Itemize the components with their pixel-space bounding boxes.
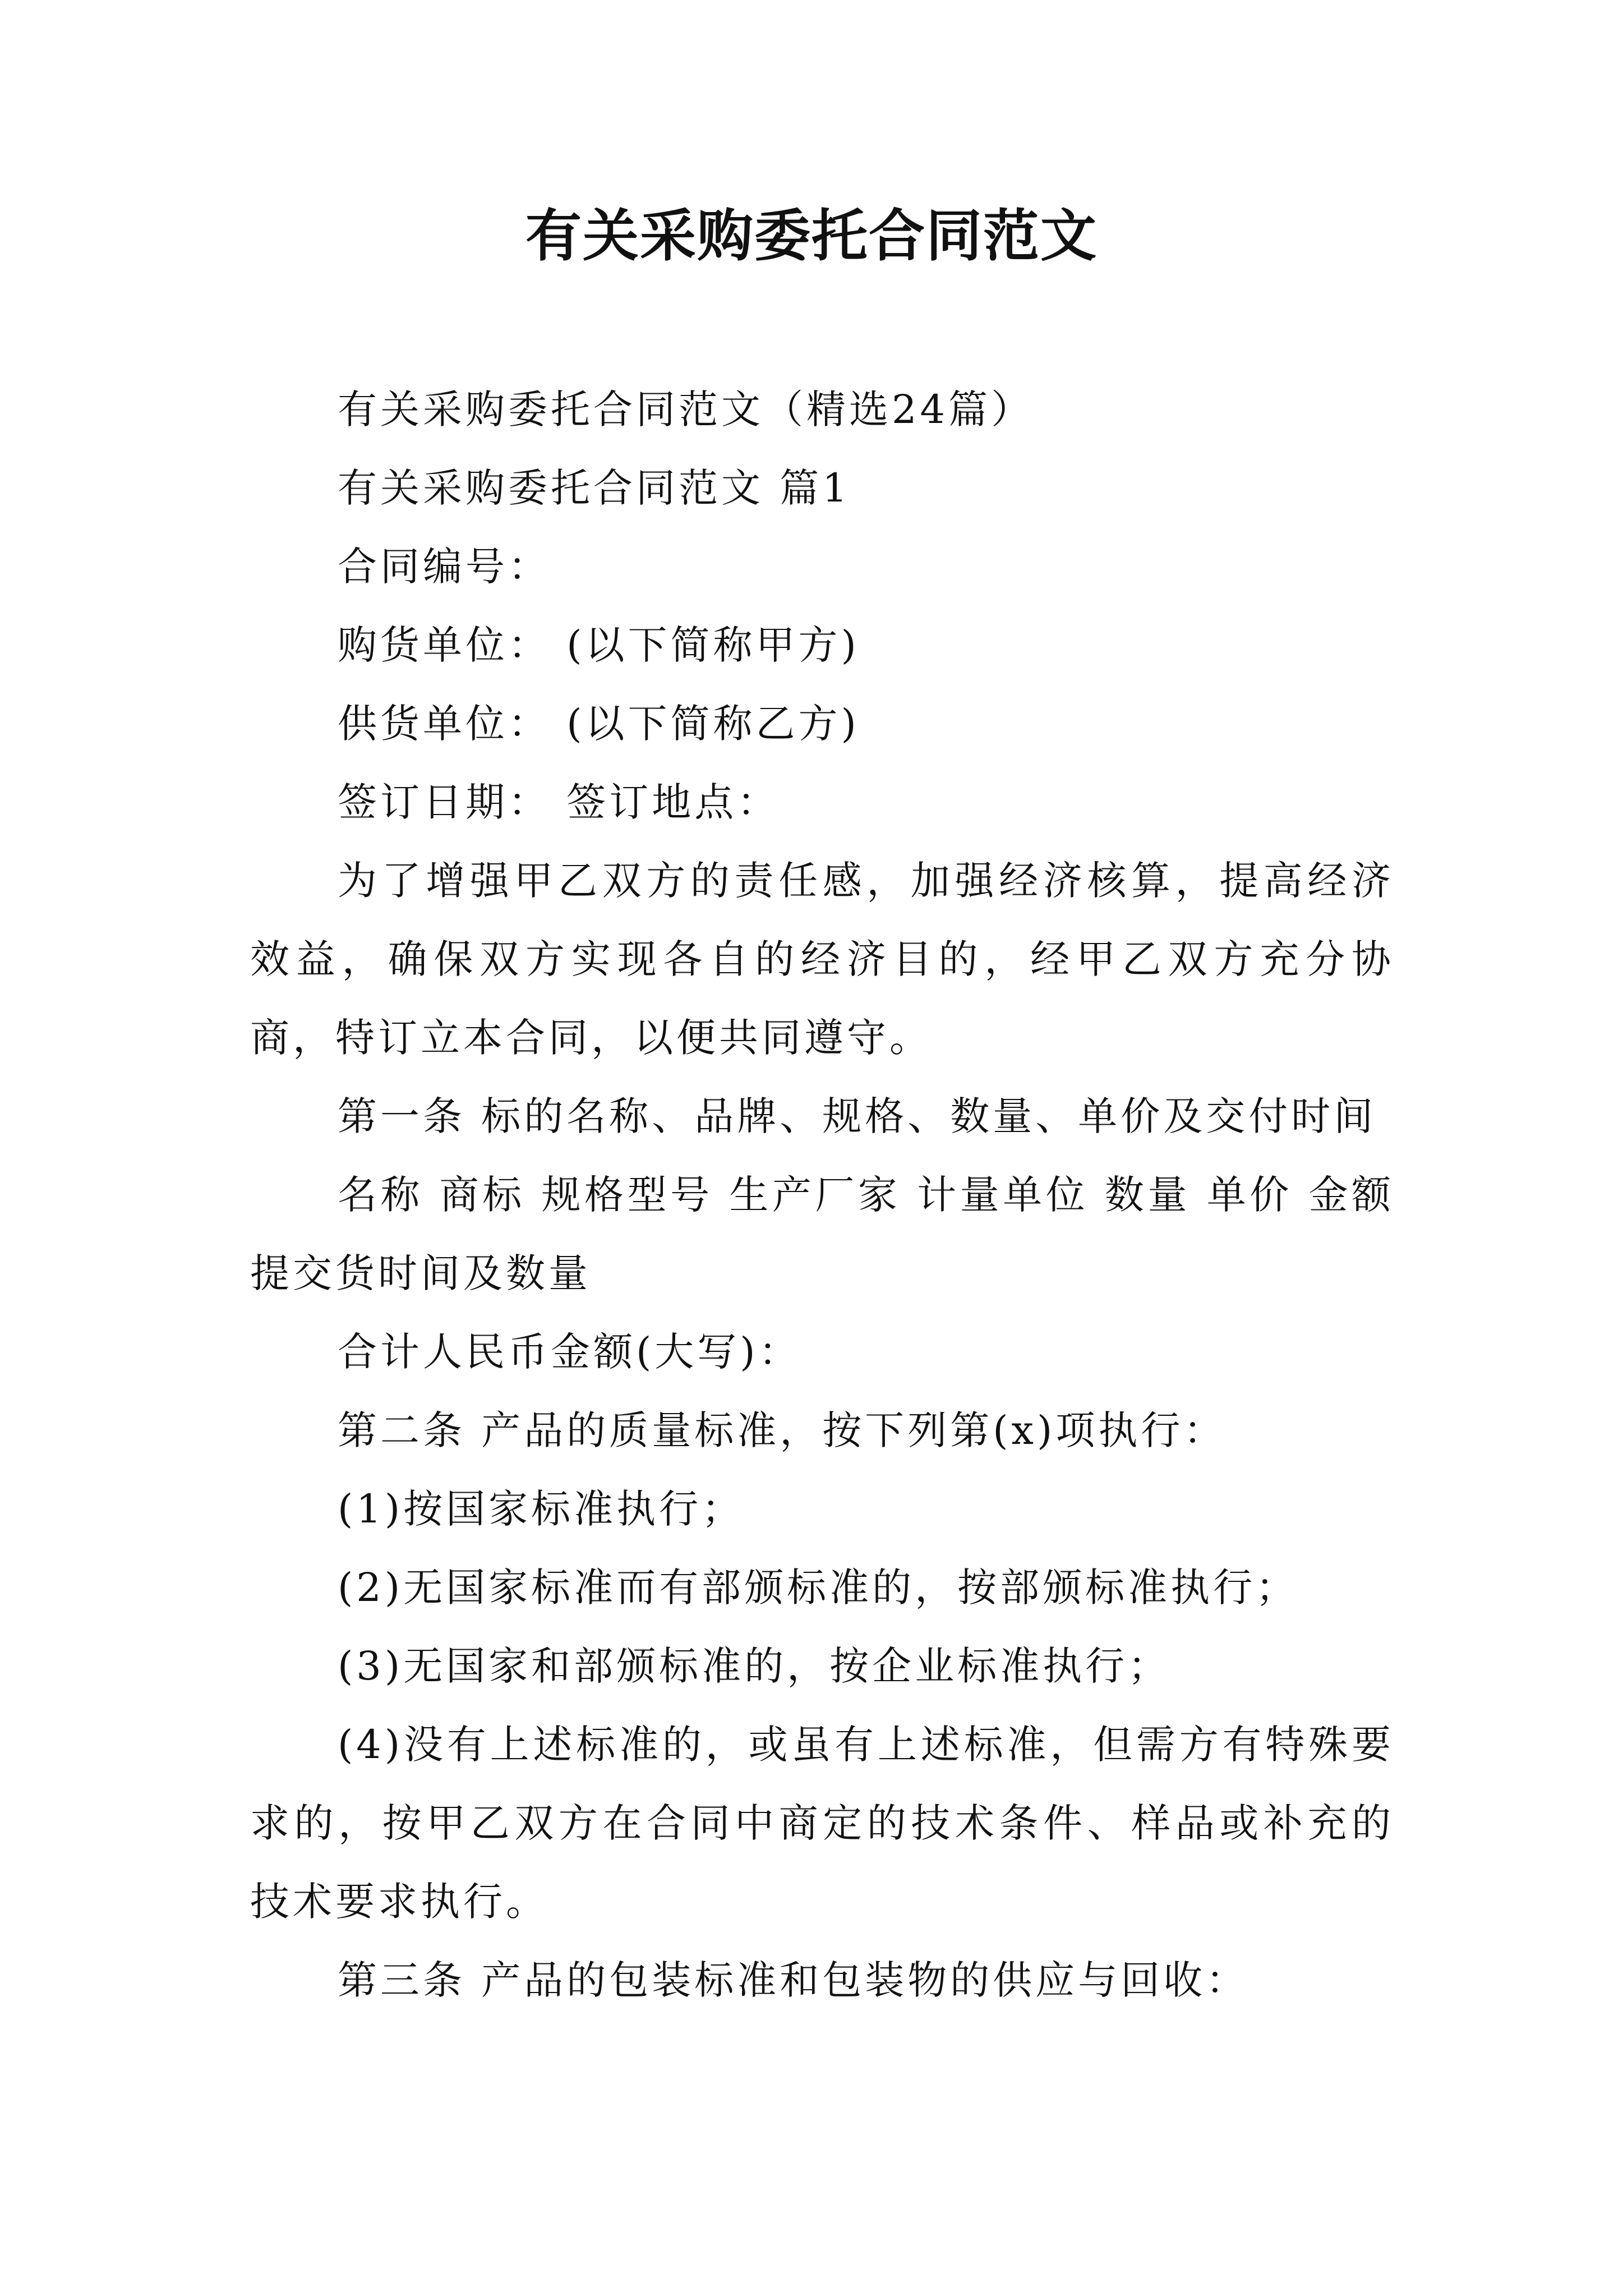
paragraph-item-columns: 名称 商标 规格型号 生产厂家 计量单位 数量 单价 金额 提交货时间及数量 [250,1172,1394,1296]
paragraph-preamble: 为了增强甲乙双方的责任感，加强经济核算，提高经济效益，确保双方实现各自的经济目的，经甲乙双方充分协商，特订立本合同，以便共同遵守。 [250,858,1394,1061]
paragraph-standard-1: (1)按国家标准执行； [338,1486,745,1532]
paragraph-article-1: 第一条 标的名称、品牌、规格、数量、单价及交付时间 [338,1093,1377,1139]
paragraph-collection-heading: 有关采购委托合同范文（精选24篇） [338,386,1034,432]
paragraph-signing-date-place: 签订日期： 签订地点： [338,779,780,825]
paragraph-contract-number: 合同编号： [338,544,551,590]
paragraph-standard-4: (4)没有上述标准的，或虽有上述标准，但需方有特殊要求的，按甲乙双方在合同中商定的技术条件、样品或补充的技术要求执行。 [250,1722,1394,1925]
paragraph-total-amount: 合计人民币金额(大写)： [338,1329,801,1375]
document-body [250,370,1394,2019]
paragraph-standard-3: (3)无国家和部颁标准的，按企业标准执行； [338,1643,1171,1689]
document-title: 有关采购委托合同范文 [525,203,1098,269]
paragraph-part-heading: 有关采购委托合同范文 篇1 [338,465,851,511]
paragraph-standard-2: (2)无国家标准而有部颁标准的，按部颁标准执行； [338,1565,1299,1611]
paragraph-buyer: 购货单位： (以下简称甲方) [338,622,860,668]
paragraph-article-2: 第二条 产品的质量标准，按下列第(x)项执行： [338,1407,1227,1453]
paragraph-article-3: 第三条 产品的包装标准和包装物的供应与回收： [338,1957,1249,2003]
paragraph-supplier: 供货单位： (以下简称乙方) [338,701,860,747]
